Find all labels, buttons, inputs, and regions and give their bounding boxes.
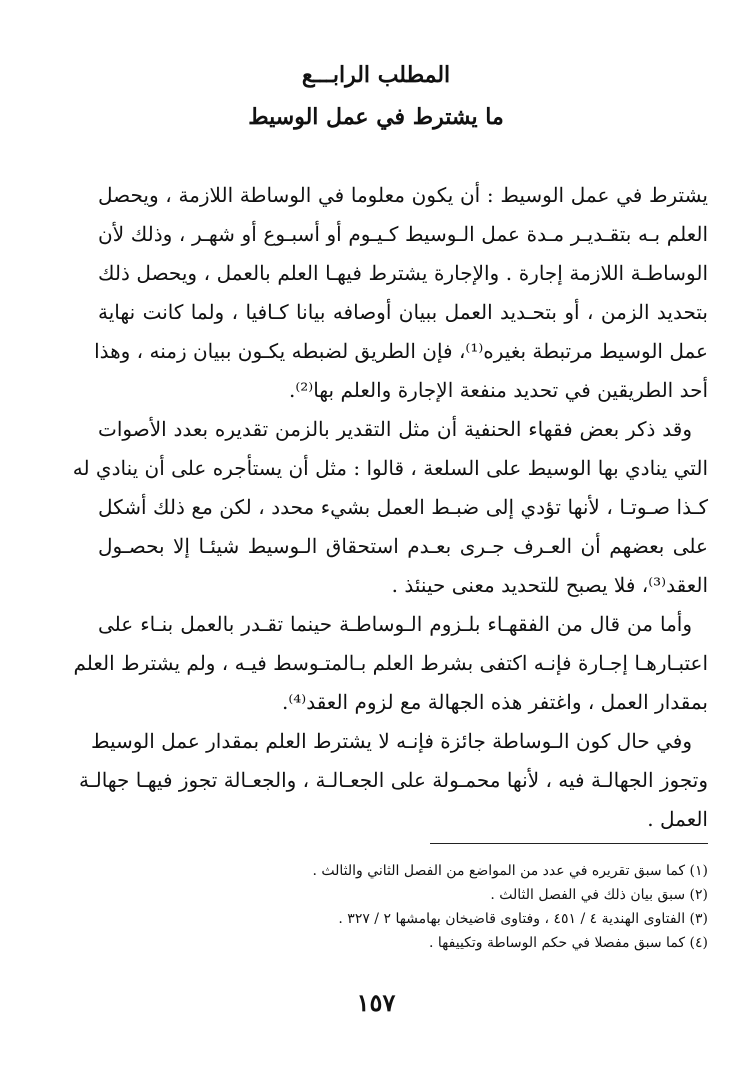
body-line: الوساطـة اللازمة إجارة . والإجارة يشترط فيهـا العلم بالعمل ، ويحصل ذلك — [98, 261, 708, 285]
body-line: العقد⁽³⁾، فلا يصبح للتحديد معنى حينئذ . — [391, 573, 708, 597]
section-title: ما يشترط في عمل الوسيط — [248, 104, 504, 130]
body-line: كـذا صـوتـا ، لأنها تؤدي إلى ضبـط العمل بشيء محدد ، لكن مع ذلك أشكل — [98, 495, 708, 519]
body-line: اعتبـارهـا إجـارة فإنـه اكتفى بشرط العلم بـالمتـوسط فيـه ، ولم يشترط العلم — [73, 651, 708, 675]
body-line: بمقدار العمل ، واغتفر هذه الجهالة مع لزوم العقد⁽⁴⁾. — [281, 690, 708, 714]
body-line: وقد ذكر بعض فقهاء الحنفية أن مثل التقدير بالزمن تقديره بعدد الأصوات — [98, 417, 692, 441]
body-line: يشترط في عمل الوسيط : أن يكون معلوما في الوساطة اللازمة ، ويحصل — [98, 183, 708, 207]
body-line: على بعضهم أن العـرف جـرى بعـدم استحقاق الـوسيط شيئـا إلا بحصـول — [98, 534, 708, 558]
body-line: عمل الوسيط مرتبطة بغيره⁽¹⁾، فإن الطريق لضبطه يكـون ببيان زمنه ، وهذا — [94, 339, 708, 363]
body-line: وتجوز الجهالـة فيه ، لأنها محمـولة على الجعـالـة ، والجعـالة تجوز فيهـا جهالـة — [79, 768, 708, 792]
page-number: ١٥٧ — [356, 988, 396, 1017]
section-label: المطلب الرابـــع — [301, 62, 451, 88]
body-line: التي ينادي بها الوسيط على السلعة ، قالوا : مثل أن يستأجره على أن ينادي له — [72, 456, 708, 480]
body-line: وفي حال كون الـوساطة جائزة فإنـه لا يشترط العلم بمقدار عمل الوسيط — [91, 729, 692, 753]
body-line: العمل . — [647, 807, 708, 831]
footnote-divider — [430, 843, 708, 844]
footnote: (٤) كما سبق مفصلا في حكم الوساطة وتكييفها . — [429, 935, 708, 951]
body-line: العلم بـه بتقـديـر مـدة عمل الـوسيط كـيـوم أو أسبـوع أو شهـر ، وذلك لأن — [98, 222, 708, 246]
footnote: (٣) الفتاوى الهندية ٤ / ٤٥١ ، وفتاوى قاضيخان بهامشها ٢ / ٣٢٧ . — [338, 911, 708, 927]
body-line: أحد الطريقين في تحديد منفعة الإجارة والعلم بها⁽²⁾. — [288, 378, 708, 402]
footnote: (١) كما سبق تقريره في عدد من المواضع من الفصل الثاني والثالث . — [312, 863, 708, 879]
body-line: وأما من قال من الفقهـاء بلـزوم الـوساطـة حينما تقـدر بالعمل بنـاء على — [98, 612, 692, 636]
footnote: (٢) سبق بيان ذلك في الفصل الثالث . — [490, 887, 708, 903]
body-line: بتحديد الزمن ، أو بتحـديد العمل ببيان أوصافه بيانا كـافيا ، ولما كانت نهاية — [98, 300, 708, 324]
